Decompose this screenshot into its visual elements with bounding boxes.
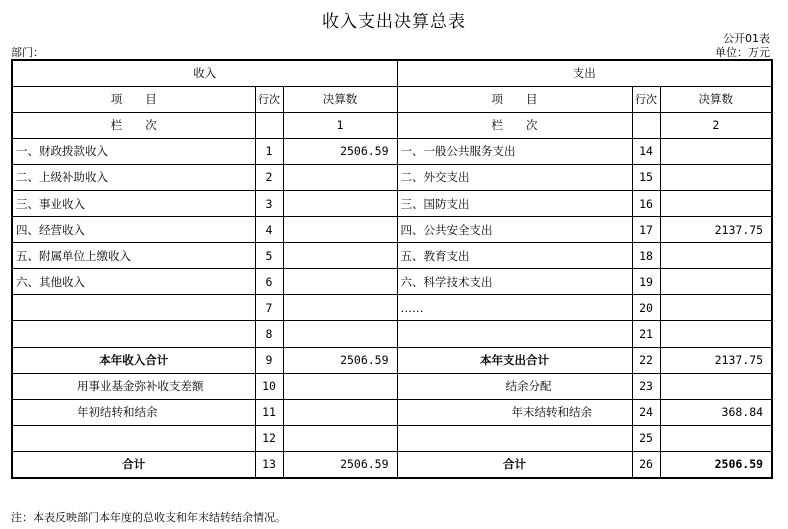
header-row-column-index <box>12 112 772 138</box>
income-item: 六、其他收入 <box>12 269 255 295</box>
expense-amount <box>660 138 772 164</box>
expense-line: 26 <box>632 451 660 477</box>
income-line: 3 <box>255 190 283 216</box>
table-row-total <box>12 451 772 477</box>
expense-item: 三、国防支出 <box>397 190 632 216</box>
income-amount <box>283 269 397 295</box>
income-line: 1 <box>255 138 283 164</box>
income-amount <box>283 321 397 347</box>
expense-item <box>397 425 632 451</box>
income-amount: 2506.59 <box>283 138 397 164</box>
expense-line: 24 <box>632 399 660 425</box>
income-item: 四、经营收入 <box>12 217 255 243</box>
page-title: 收入支出决算总表 <box>322 12 466 32</box>
income-column-line-blank <box>255 112 283 138</box>
expense-line: 23 <box>632 373 660 399</box>
expense-item: 合计 <box>397 451 632 477</box>
income-item: 三、事业收入 <box>12 190 255 216</box>
expense-item: 五、教育支出 <box>397 243 632 269</box>
expense-amount <box>660 295 772 321</box>
expense-header: 支出 <box>397 60 772 86</box>
expense-line: 17 <box>632 217 660 243</box>
table-row <box>12 295 772 321</box>
expense-item: …… <box>397 295 632 321</box>
income-amount <box>283 425 397 451</box>
table-row <box>12 373 772 399</box>
income-line: 8 <box>255 321 283 347</box>
income-line: 4 <box>255 217 283 243</box>
table-row <box>12 164 772 190</box>
income-amount-header: 决算数 <box>283 86 397 112</box>
expense-amount <box>660 164 772 190</box>
table-row <box>12 399 772 425</box>
income-item: 一、财政拨款收入 <box>12 138 255 164</box>
table-row <box>12 425 772 451</box>
income-item: 二、上级补助收入 <box>12 164 255 190</box>
expense-line: 15 <box>632 164 660 190</box>
table-row <box>12 190 772 216</box>
footnote: 注：本表反映部门本年度的总收支和年末结转结余情况。 <box>11 511 286 524</box>
expense-amount <box>660 269 772 295</box>
income-amount: 2506.59 <box>283 451 397 477</box>
expense-amount <box>660 425 772 451</box>
income-header: 收入 <box>12 60 397 86</box>
income-item <box>12 295 255 321</box>
form-number: 公开01表 <box>723 32 770 45</box>
income-item: 合计 <box>12 451 255 477</box>
expense-item: 一、一般公共服务支出 <box>397 138 632 164</box>
income-item: 五、附属单位上缴收入 <box>12 243 255 269</box>
income-amount <box>283 373 397 399</box>
income-item-header: 项 目 <box>12 86 255 112</box>
expense-line: 21 <box>632 321 660 347</box>
expense-line: 20 <box>632 295 660 321</box>
expense-amount: 2137.75 <box>660 217 772 243</box>
expense-column-index: 2 <box>660 112 772 138</box>
expense-column-label: 栏 次 <box>397 112 632 138</box>
income-item <box>12 425 255 451</box>
expense-amount <box>660 243 772 269</box>
expense-amount-header: 决算数 <box>660 86 772 112</box>
income-amount: 2506.59 <box>283 347 397 373</box>
income-line-header: 行次 <box>255 86 283 112</box>
header-row-section <box>12 60 772 86</box>
department-label: 部门： <box>11 46 44 59</box>
income-line: 13 <box>255 451 283 477</box>
expense-amount <box>660 373 772 399</box>
income-line: 11 <box>255 399 283 425</box>
expense-item: 年末结转和结余 <box>397 399 632 425</box>
expense-item: 结余分配 <box>397 373 632 399</box>
unit-label: 单位：万元 <box>715 46 770 59</box>
expense-amount: 2506.59 <box>660 451 772 477</box>
expense-amount <box>660 321 772 347</box>
expense-line: 18 <box>632 243 660 269</box>
income-amount <box>283 243 397 269</box>
table-row <box>12 243 772 269</box>
expense-line: 19 <box>632 269 660 295</box>
income-amount <box>283 190 397 216</box>
expense-line: 14 <box>632 138 660 164</box>
table-row <box>12 321 772 347</box>
income-line: 10 <box>255 373 283 399</box>
expense-line: 16 <box>632 190 660 216</box>
expense-column-line-blank <box>632 112 660 138</box>
table-row-subtotal <box>12 347 772 373</box>
income-item <box>12 321 255 347</box>
expense-item: 四、公共安全支出 <box>397 217 632 243</box>
expense-item: 本年支出合计 <box>397 347 632 373</box>
income-line: 5 <box>255 243 283 269</box>
table-row <box>12 217 772 243</box>
expense-line: 22 <box>632 347 660 373</box>
income-column-label: 栏 次 <box>12 112 255 138</box>
header-row-columns <box>12 86 772 112</box>
income-amount <box>283 164 397 190</box>
expense-item: 二、外交支出 <box>397 164 632 190</box>
income-amount <box>283 217 397 243</box>
expense-amount <box>660 190 772 216</box>
table-row <box>12 269 772 295</box>
income-item: 本年收入合计 <box>12 347 255 373</box>
expense-item-header: 项 目 <box>397 86 632 112</box>
income-amount <box>283 295 397 321</box>
expense-amount: 368.84 <box>660 399 772 425</box>
income-line: 2 <box>255 164 283 190</box>
summary-table <box>11 59 773 479</box>
income-line: 6 <box>255 269 283 295</box>
expense-line-header: 行次 <box>632 86 660 112</box>
income-line: 7 <box>255 295 283 321</box>
expense-line: 25 <box>632 425 660 451</box>
expense-amount: 2137.75 <box>660 347 772 373</box>
income-line: 9 <box>255 347 283 373</box>
income-amount <box>283 399 397 425</box>
expense-item: 六、科学技术支出 <box>397 269 632 295</box>
table-row <box>12 138 772 164</box>
income-column-index: 1 <box>283 112 397 138</box>
income-item: 年初结转和结余 <box>12 399 255 425</box>
income-line: 12 <box>255 425 283 451</box>
income-item: 用事业基金弥补收支差额 <box>12 373 255 399</box>
expense-item <box>397 321 632 347</box>
